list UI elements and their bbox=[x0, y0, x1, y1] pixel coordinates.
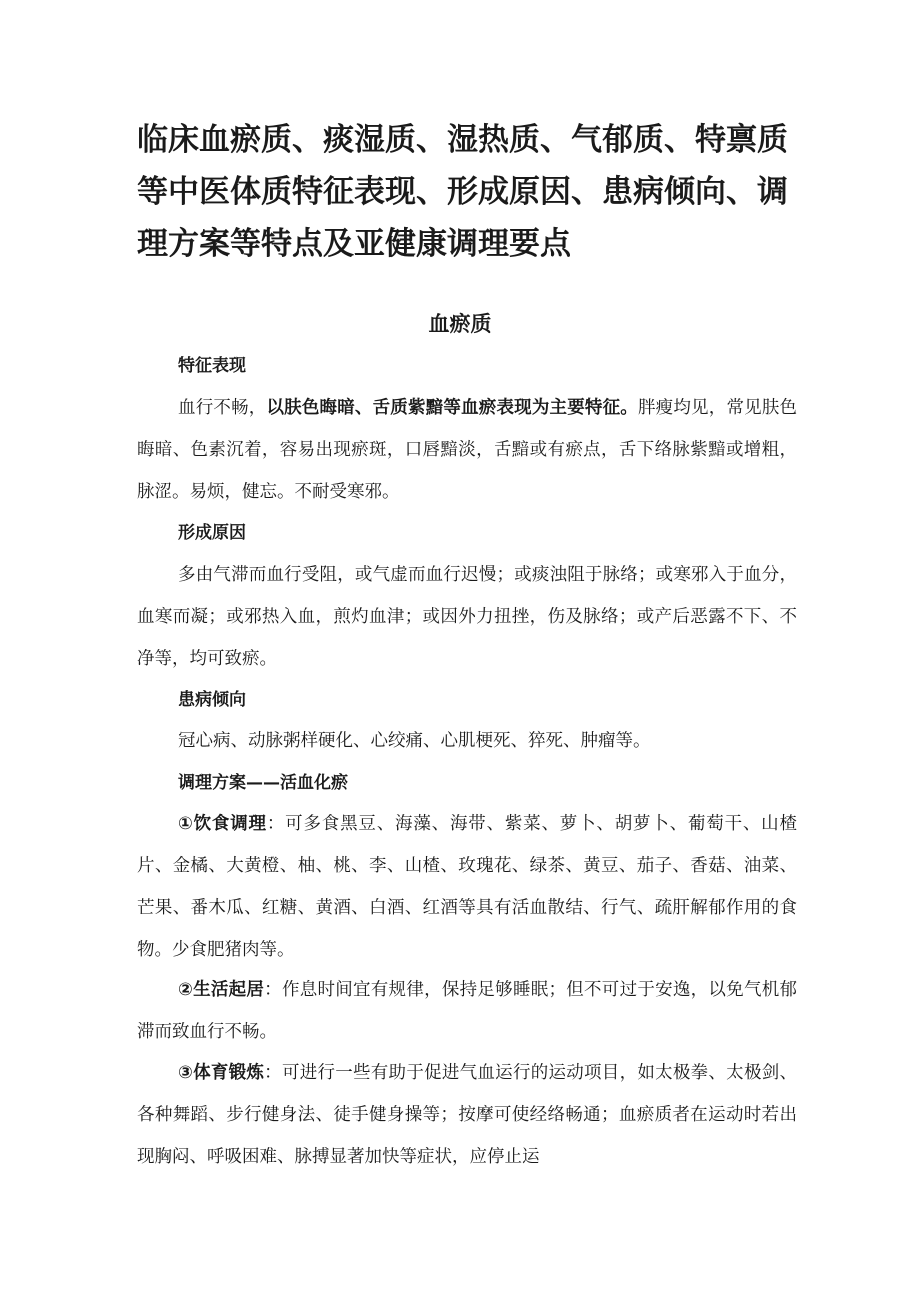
causes-paragraph: 多由气滞而血行受阻，或气虚而血行迟慢；或痰浊阻于脉络；或寒邪入于血分，血寒而凝；或邪热入血，煎灼血津；或因外力扭挫，伤及脉络；或产后恶露不下、不净等，均可致瘀。 bbox=[137, 565, 797, 669]
features-text-bold: 以肤色晦暗、舌质紫黯等血瘀表现为主要特征。 bbox=[266, 398, 638, 418]
tendency-paragraph: 冠心病、动脉粥样硬化、心绞痛、心肌梗死、猝死、肿瘤等。 bbox=[178, 731, 651, 751]
document-title: 临床血瘀质、痰湿质、湿热质、气郁质、特禀质等中医体质特征表现、形成原因、患病倾向、调理方案等特点及亚健康调理要点 bbox=[137, 122, 788, 262]
life-text: ：作息时间宜有规律，保持足够睡眠；但不可过于安逸，以免气机郁滞而致血行不畅。 bbox=[137, 980, 797, 1042]
exercise-paragraph bbox=[137, 1052, 797, 1178]
life-label: ②生活起居 bbox=[178, 980, 265, 1000]
features-text-lead: 血行不畅， bbox=[178, 398, 267, 418]
features-text-rest: 胖瘦均见，常见肤色晦暗、色素沉着，容易出现瘀斑，口唇黯淡，舌黯或有瘀点，舌下络脉紫黯或增粗，脉涩。易烦，健忘。不耐受寒邪。 bbox=[137, 398, 798, 502]
diet-label: ①饮食调理 bbox=[178, 814, 267, 834]
exercise-text: ：可进行一些有助于促进气血运行的运动项目，如太极拳、太极剑、各种舞蹈、步行健身法、徒手健身操等；按摩可使经络畅通；血瘀质者在运动时若出现胸闷、呼吸困难、脉搏显著加快等症状，应停止运 bbox=[137, 1063, 797, 1167]
exercise-label: ③体育锻炼 bbox=[178, 1063, 265, 1083]
features-paragraph bbox=[137, 387, 797, 513]
section-title: 血瘀质 bbox=[428, 312, 492, 336]
life-paragraph bbox=[137, 969, 797, 1053]
tendency-heading: 患病倾向 bbox=[178, 690, 246, 710]
diet-paragraph bbox=[137, 803, 797, 971]
causes-heading: 形成原因 bbox=[178, 523, 246, 543]
features-heading: 特征表现 bbox=[178, 356, 246, 376]
diet-text: ：可多食黑豆、海藻、海带、紫菜、萝卜、胡萝卜、葡萄干、山楂片、金橘、大黄橙、柚、桃、李、山楂、玫瑰花、绿茶、黄豆、茄子、香菇、油菜、芒果、番木瓜、红糖、黄酒、白酒、红酒等具有活血散结、行气、疏肝解郁作用的食物。少食肥猪肉等。 bbox=[137, 814, 797, 960]
regimen-heading: 调理方案——活血化瘀 bbox=[178, 773, 348, 793]
